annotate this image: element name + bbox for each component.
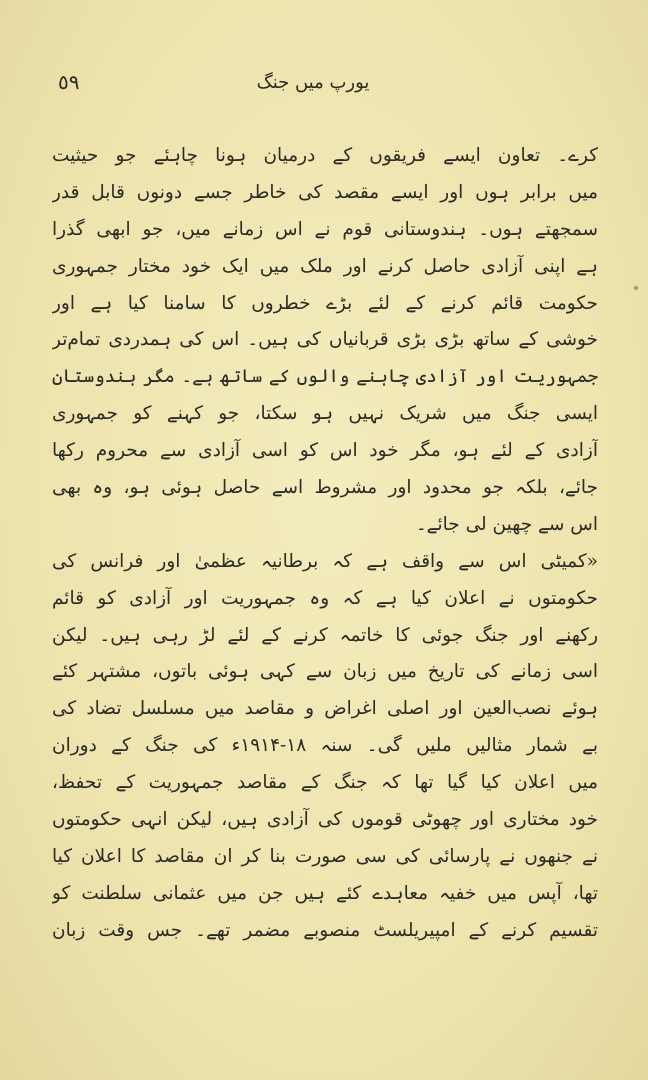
text-line: تھا، آپس میں خفیہ معاہدے کئے ہیں جن میں عثمانی سلطنت کو <box>52 882 598 904</box>
text-line: نے جنھوں نے پارسائی کی سی صورت بنا کر ان مقاصد کا اعلان کیا <box>52 845 598 867</box>
page-number: ٥٩ <box>58 70 80 94</box>
body-text <box>52 138 598 950</box>
text-line: بے شمار مثالیں ملیں گی۔ سنہ ۱۸-۱۹۱۴ء کی جنگ کے دوران <box>52 735 598 757</box>
text-line: اسی زمانے کی تاریخ میں زبان سے کہی ہوئی باتوں، مشتہر کئے <box>52 661 598 683</box>
text-line: میں برابر ہوں اور ایسے مقصد کی خاطر جسے دونوں قابل قدر <box>52 181 598 203</box>
text-line: اس سے چھین لی جائے۔ <box>415 513 598 535</box>
text-line: خود مختاری اور چھوٹی قوموں کی آزادی ہیں، لیکن انہی حکومتوں <box>52 809 598 831</box>
text-line: سمجھتے ہوں۔ ہندوستانی قوم نے اس زمانے میں، جو ابھی گذرا <box>52 218 598 240</box>
text-line: جمہوریت اور آزادی چاہنے والوں کے ساتھ ہے۔ مگر ہندوستان <box>52 366 598 388</box>
text-line: میں اعلان کیا گیا تھا کہ جنگ کے مقاصد جمہوریت کے تحفظ، <box>52 772 598 794</box>
text-line: ایسی جنگ میں شریک نہیں ہو سکتا، جو کہنے کو جمہوری <box>52 403 598 425</box>
running-title: یورپ میں جنگ <box>256 72 370 93</box>
text-line: رکھنے اور جنگ جوئی کا خاتمہ کرنے کے لئے لڑ رہی ہیں۔ لیکن <box>52 624 598 646</box>
text-line: ہے اپنی آزادی حاصل کرنے اور ملک میں ایک خود مختار جمہوری <box>52 255 598 277</box>
text-line: تقسیم کرنے کے امپیریلسٹ منصوبے مضمر تھے۔ جس وقت زبان <box>52 919 598 941</box>
text-line: حکومت قائم کرنے کے لئے بڑے خطروں کا سامنا کیا ہے اور <box>52 292 598 314</box>
text-line: جائے، بلکہ جو محدود اور مشروط اسے حاصل ہوئی ہو، وہ بھی <box>52 477 598 499</box>
text-line: «کمیٹی اس سے واقف ہے کہ برطانیہ عظمیٰ اور فرانس کی <box>52 550 598 572</box>
text-line: خوشی کے ساتھ بڑی بڑی قربانیاں کی ہیں۔ اس کی ہمدردی تمام‌تر <box>52 329 598 351</box>
text-line: کرے۔ تعاون ایسے فریقوں کے درمیان ہونا چاہئے جو حیثیت <box>52 145 598 166</box>
text-line: آزادی کے لئے ہو، مگر خود اس کو اسی آزادی سے محروم رکھا <box>52 440 598 462</box>
paper-speck <box>634 286 638 290</box>
page-header <box>58 70 568 104</box>
text-line: حکومتوں نے اعلان کیا ہے کہ وہ جمہوریت اور آزادی کو قائم <box>52 587 598 609</box>
text-line: ہوئے نصب‌العین اور اصلی اغراض و مقاصد میں مسلسل تضاد کی <box>52 698 598 720</box>
